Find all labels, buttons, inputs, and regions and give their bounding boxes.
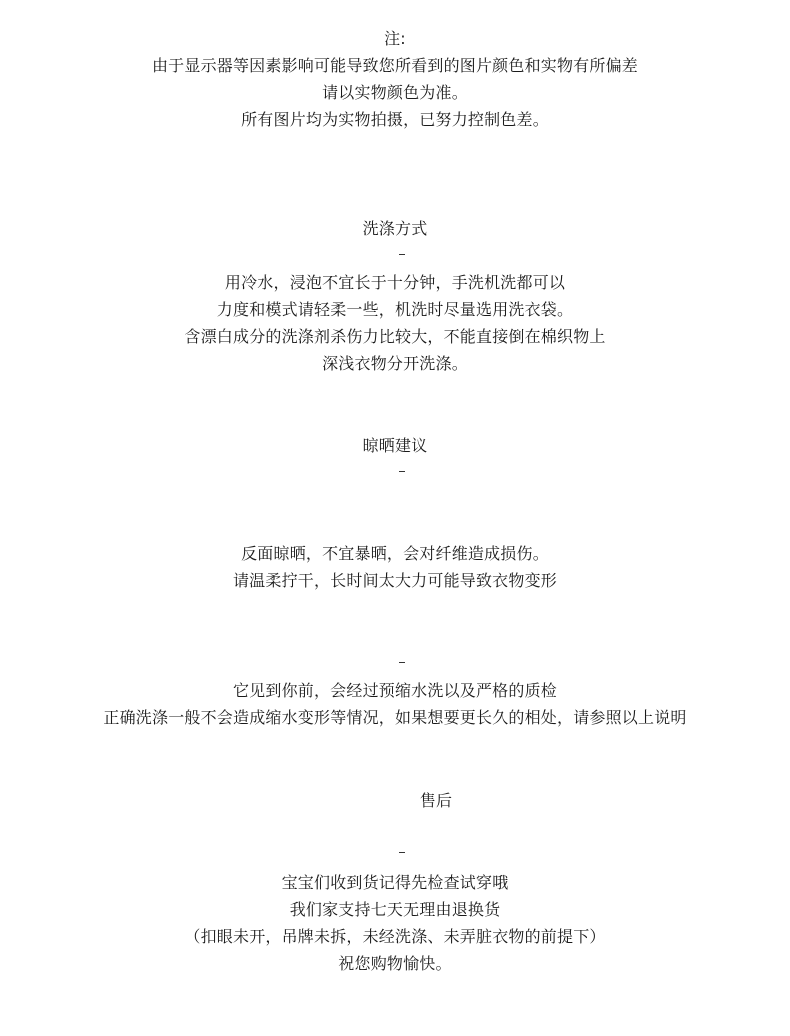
after-sale-line-3: （扣眼未开，吊牌未拆，未经洗涤、未弄脏衣物的前提下） <box>184 927 606 946</box>
quality-divider <box>399 662 405 663</box>
after-sale-title: 售后 <box>419 791 453 810</box>
washing-line-2: 力度和模式请轻柔一些，机洗时尽量选用洗衣袋。 <box>216 300 574 319</box>
quality-line-2: 正确洗涤一般不会造成缩水变形等情况，如果想要更长久的相处，请参照以上说明 <box>103 708 687 727</box>
after-sale-divider <box>399 852 405 853</box>
quality-line-1: 它见到你前，会经过预缩水洗以及严格的质检 <box>232 681 557 700</box>
note-line-2: 请以实物颜色为准。 <box>322 83 468 102</box>
after-sale-line-2: 我们家支持七天无理由退换货 <box>289 900 501 919</box>
washing-line-3: 含漂白成分的洗涤剂杀伤力比较大，不能直接倒在棉织物上 <box>184 327 606 346</box>
note-line-1: 由于显示器等因素影响可能导致您所看到的图片颜色和实物有所偏差 <box>151 56 638 75</box>
washing-line-1: 用冷水，浸泡不宜长于十分钟，手洗机洗都可以 <box>224 273 566 292</box>
note-line-3: 所有图片均为实物拍摄，已努力控制色差。 <box>241 110 549 129</box>
washing-title: 洗涤方式 <box>362 219 428 238</box>
note-title: 注: <box>384 29 406 48</box>
drying-line-1: 反面晾晒，不宜暴晒，会对纤维造成损伤。 <box>241 544 549 563</box>
after-sale-line-4: 祝您购物愉快。 <box>338 954 452 973</box>
drying-divider <box>399 471 405 472</box>
drying-title: 晾晒建议 <box>362 436 428 455</box>
after-sale-line-1: 宝宝们收到货记得先检查试穿哦 <box>281 873 509 892</box>
washing-line-4: 深浅衣物分开洗涤。 <box>322 354 468 373</box>
washing-divider <box>399 254 405 255</box>
drying-line-2: 请温柔拧干，长时间太大力可能导致衣物变形 <box>232 571 557 590</box>
